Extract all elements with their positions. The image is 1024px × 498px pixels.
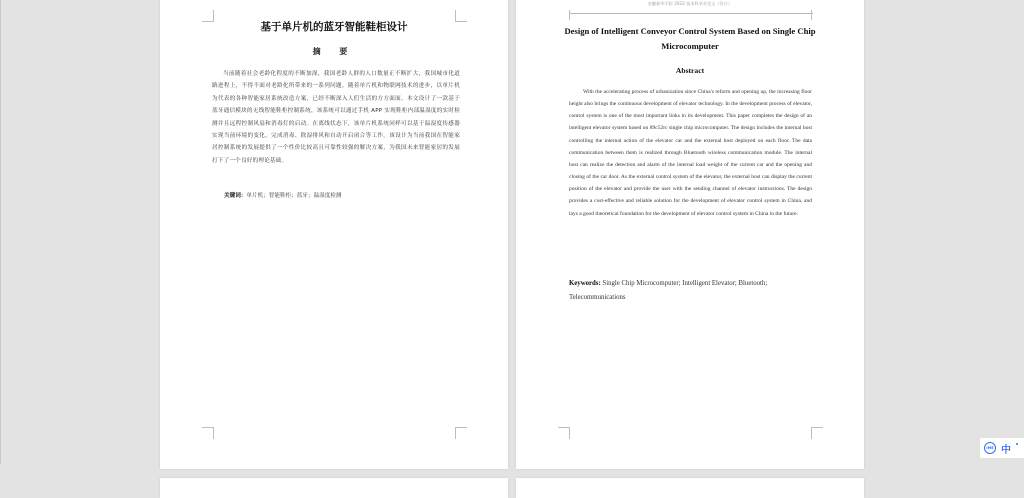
document-page-4 [516,478,864,498]
ime-language-toggle[interactable]: 中 [1001,444,1011,456]
ime-logo-icon[interactable]: IME [984,442,996,454]
keywords-label-en: Keywords: [569,280,601,287]
thesis-title-en: Design of Intelligent Conveyor Control System Based on Single Chip Microcomputer [564,26,816,51]
keywords-label-cn: 关键词： [224,193,247,199]
document-page-1 [160,0,508,469]
page-header-rule [569,13,813,14]
abstract-heading-en: Abstract [675,66,705,75]
keywords-value-en: Single Chip Microcomputer; Intelligent Elevator; Bluetooth; Telecommunications [569,280,768,301]
ime-toolbar[interactable] [980,438,1024,458]
keywords-value-cn: 单片机；智能鞋柜；蓝牙；温湿度检测 [246,193,342,199]
margin-corner-mark [202,427,214,439]
document-page-3 [160,478,508,498]
margin-corner-mark [558,10,570,20]
abstract-heading-cn: 摘 要 [312,47,356,56]
margin-corner-mark [811,427,823,439]
viewer-left-edge [0,0,1,464]
keywords-cn [224,191,342,199]
margin-corner-mark [455,427,467,439]
ime-more-icon[interactable] [1016,443,1018,445]
document-page-2 [516,0,864,469]
thesis-title-cn: 基于单片机的蓝牙智能鞋柜设计 [260,21,408,33]
page-header-text: 安徽新华学院 2022 届本科毕业论文（设计） [647,1,733,6]
margin-corner-mark [558,427,570,439]
abstract-body-cn: 当前随着社会老龄化程度的不断加深，我国老龄人群的人口数量正不断扩大，我国城市化道路进程上，不得不面对老龄化所带来的一系列问题。随着单片机和物联网技术的进步，以单片机为代表的各种智能家居系统改造方案，已经不断深入人们生活的方方面面。本文设计了一款基于蓝牙通信模块的无线智能鞋柜控制系统，该系统可以通过手机 APP 实现鞋柜内部温湿度的实时检测并且远程控制风扇和消毒灯的启动。在离线状态下，该单片机系统同样可以基于温湿度传感器实现当前环境的变化，完成消毒、除湿排风和自动开启闭合等工作。该设计为当前我国在智能家居控制系统的发展提供了一个性价比较高且可靠性较强的解决方案，为我国未来智能家居的发展打下了一个良好的理论基础。 [212,71,460,164]
keywords-en [569,277,812,305]
abstract-body-en: With the accelerating process of urbanization since China's reform and opening up, the increasing floor height also brings the continuous development of elevator technology. In the development process of elevator, control system is one of the most important links in its development. This paper completes the design of an intelligent elevator system based on 89c52rc single chip microcomputer. The design includes the internal host controlling the internal action of the elevator car and the external host deployed on each floor. The data communication between them is realized through Bluetooth wireless communication module. The internal host can realize the detection and alarm of the internal load weight of the current car and the opening and closing of the car door. As the external control system of the elevator, the external host can display the current position of the elevator and provide the user with the sending channel of elevator instructions. The design provides a cost-effective and reliable solution for the development of elevator control system in China, and lays a good theoretical foundation for the development of elevator control system in China in the future. [569,89,812,217]
margin-corner-mark [811,10,823,20]
